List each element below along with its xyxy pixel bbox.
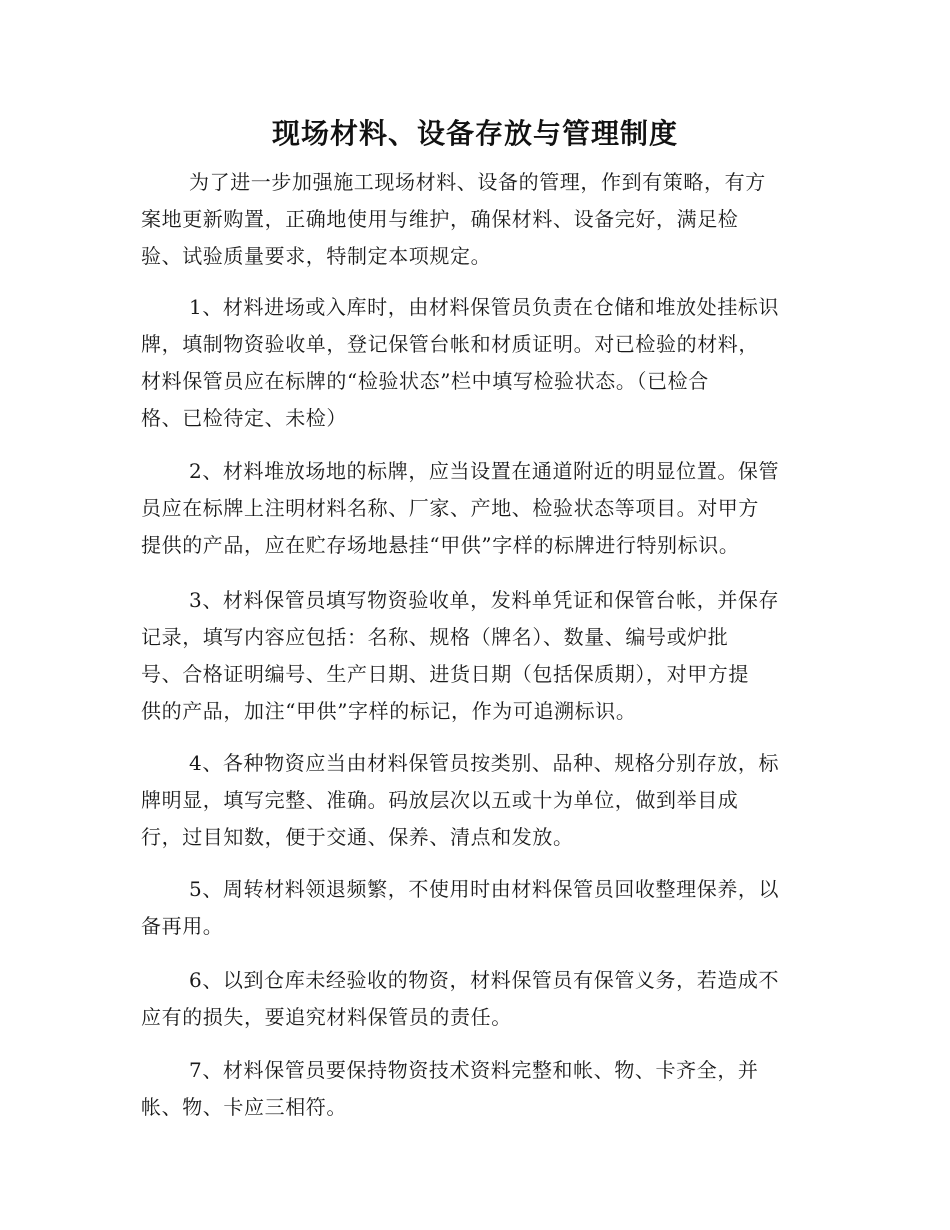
paragraph-line: 格、已检待定、未检） [141,406,347,430]
paragraph-line: 记录，填写内容应包括：名称、规格（牌名）、数量、编号或炉批 [141,625,729,649]
paragraph-item-3 [141,582,821,730]
paragraph-line: 应有的损失，要追究材料保管员的责任。 [141,1005,512,1029]
paragraph-line: 5、周转材料领退频繁，不使用时由材料保管员回收整理保养，以 [189,877,780,901]
paragraph-line: 牌明显，填写完整、准确。码放层次以五或十为单位，做到举目成 [141,788,739,812]
paragraph-item-4 [141,745,821,856]
paragraph-line: 7、材料保管员要保持物资技术资料完整和帐、物、卡齐全，并 [189,1058,759,1082]
paragraph-item-1 [141,289,821,437]
paragraph-line: 员应在标牌上注明材料名称、厂家、产地、检验状态等项目。对甲方 [141,496,759,520]
paragraph-item-2 [141,453,821,564]
paragraph-line: 验、试验质量要求，特制定本项规定。 [141,244,492,268]
paragraph-line: 6、以到仓库未经验收的物资，材料保管员有保管义务，若造成不 [189,968,780,992]
paragraph-line: 行，过目知数，便于交通、保养、清点和发放。 [141,825,574,849]
paragraph-line: 3、材料保管员填写物资验收单，发料单凭证和保管台帐，并保存 [189,588,780,612]
document-title: 现场材料、设备存放与管理制度 [271,117,678,150]
paragraph-line: 号、合格证明编号、生产日期、进货日期（包括保质期），对甲方提 [141,662,749,686]
paragraph-line: 备再用。 [141,914,224,938]
paragraph-line: 牌，填制物资验收单，登记保管台帐和材质证明。对已检验的材料， [141,332,759,356]
paragraph-line: 提供的产品，应在贮存场地悬挂“甲供”字样的标牌进行特别标识。 [141,533,740,557]
paragraph-line: 1、材料进场或入库时，由材料保管员负责在仓储和堆放处挂标识 [189,295,780,319]
paragraph-line: 4、各种物资应当由材料保管员按类别、品种、规格分别存放，标 [189,751,780,775]
paragraph-item-6 [141,962,821,1036]
paragraph-intro [141,164,821,275]
paragraph-line: 材料保管员应在标牌的“检验状态”栏中填写检验状态。（已检合 [141,369,709,393]
paragraph-line: 案地更新购置，正确地使用与维护，确保材料、设备完好，满足检 [141,207,739,231]
paragraph-line: 供的产品，加注“甲供”字样的标记，作为可追溯标识。 [141,699,637,723]
paragraph-line: 帐、物、卡应三相符。 [141,1095,347,1119]
paragraph-item-5 [141,871,821,945]
paragraph-item-7 [141,1052,821,1126]
paragraph-line: 2、材料堆放场地的标牌，应当设置在通道附近的明显位置。保管 [189,459,780,483]
paragraph-line: 为了进一步加强施工现场材料、设备的管理，作到有策略，有方 [189,170,766,194]
